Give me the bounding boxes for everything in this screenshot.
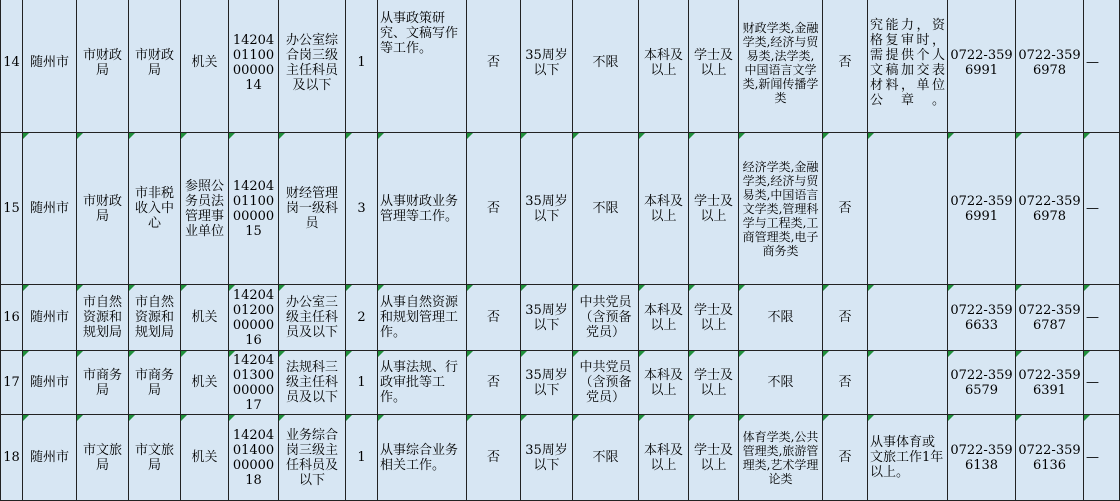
remark-cell: —: [1084, 0, 1120, 133]
table-row: [1, 0, 1120, 133]
duties-cell: 从事自然资源和规划管理工作。: [378, 285, 467, 351]
major-cell: 不限: [739, 351, 823, 415]
dept-cell: 市商务局: [77, 351, 129, 415]
duties-cell: 从事法规、行政审批等工作。: [378, 351, 467, 415]
politics-cell: 中共党员（含预备党员）: [573, 351, 639, 415]
other-req-cell: 从事体育或文旅工作1年以上。: [868, 415, 948, 501]
party-req-cell: 否: [467, 0, 521, 133]
row-number: 15: [1, 133, 23, 285]
remark-cell: —: [1084, 285, 1120, 351]
dept-cell: 市文旅局: [77, 415, 129, 501]
city-cell: 随州市: [23, 285, 77, 351]
other-req-cell: [868, 285, 948, 351]
tel-2-cell: 0722-3596136: [1016, 415, 1084, 501]
major-cell: 不限: [739, 285, 823, 351]
age-cell: 35周岁以下: [521, 285, 573, 351]
dept-cell: 市财政局: [77, 133, 129, 285]
major-cell: 体育学类,公共管理类,旅游管理类,艺术学理论类: [739, 415, 823, 501]
duties-cell: 从事综合业务相关工作。: [378, 415, 467, 501]
nature-cell: 机关: [181, 285, 229, 351]
tel-2-cell: 0722-3596978: [1016, 0, 1084, 133]
grassroots-cell: 否: [823, 351, 868, 415]
table-row: [1, 415, 1120, 501]
age-cell: 35周岁以下: [521, 415, 573, 501]
unit-cell: 市文旅局: [129, 415, 181, 501]
unit-cell: 市自然资源和规划局: [129, 285, 181, 351]
grassroots-cell: 否: [823, 415, 868, 501]
dept-cell: 市自然资源和规划局: [77, 285, 129, 351]
remark-cell: —: [1084, 133, 1120, 285]
tel-2-cell: 0722-3596787: [1016, 285, 1084, 351]
age-cell: 35周岁以下: [521, 0, 573, 133]
politics-cell: 不限: [573, 133, 639, 285]
politics-cell: 中共党员（含预备党员）: [573, 285, 639, 351]
education-cell: 本科及以上: [639, 351, 689, 415]
city-cell: 随州市: [23, 415, 77, 501]
position-name-cell: 业务综合岗三级主任科员及以下: [279, 415, 346, 501]
dept-cell: 市财政局: [77, 0, 129, 133]
major-cell: 财政学类,金融学类,经济与贸易类,法学类,中国语言文学类,新闻传播学类: [739, 0, 823, 133]
city-cell: 随州市: [23, 351, 77, 415]
party-req-cell: 否: [467, 351, 521, 415]
unit-cell: 市商务局: [129, 351, 181, 415]
age-cell: 35周岁以下: [521, 133, 573, 285]
degree-cell: 学士及以上: [689, 285, 739, 351]
duties-cell: 从事政策研究、文稿写作等工作。: [378, 0, 467, 133]
position-code-cell: 14204011000000015: [229, 133, 279, 285]
other-req-cell: [868, 133, 948, 285]
nature-cell: 机关: [181, 351, 229, 415]
age-cell: 35周岁以下: [521, 351, 573, 415]
education-cell: 本科及以上: [639, 415, 689, 501]
degree-cell: 学士及以上: [689, 133, 739, 285]
unit-cell: 市财政局: [129, 0, 181, 133]
tel-1-cell: 0722-3596138: [948, 415, 1016, 501]
grassroots-cell: 否: [823, 133, 868, 285]
position-name-cell: 财经管理岗一级科员: [279, 133, 346, 285]
tel-1-cell: 0722-3596633: [948, 285, 1016, 351]
position-code-cell: 14204013000000017: [229, 351, 279, 415]
table-row: [1, 285, 1120, 351]
major-cell: 经济学类,金融学类,经济与贸易类,中国语言文学类,管理科学与工程类,工商管理类,电子商务类: [739, 133, 823, 285]
count-cell: 3: [346, 133, 378, 285]
grassroots-cell: 否: [823, 285, 868, 351]
count-cell: 1: [346, 0, 378, 133]
table-row: [1, 133, 1120, 285]
position-code-cell: 14204012000000016: [229, 285, 279, 351]
nature-cell: 机关: [181, 0, 229, 133]
degree-cell: 学士及以上: [689, 415, 739, 501]
grassroots-cell: 否: [823, 0, 868, 133]
tel-2-cell: 0722-3596391: [1016, 351, 1084, 415]
other-req-cell: 究能力，资格复审时，需提供个人文稿加交表材料，单位公章。: [868, 0, 948, 133]
count-cell: 1: [346, 415, 378, 501]
position-code-cell: 14204011000000014: [229, 0, 279, 133]
education-cell: 本科及以上: [639, 0, 689, 133]
position-name-cell: 办公室三级主任科员及以下: [279, 285, 346, 351]
position-code-cell: 14204014000000018: [229, 415, 279, 501]
tel-2-cell: 0722-3596978: [1016, 133, 1084, 285]
degree-cell: 学士及以上: [689, 0, 739, 133]
position-name-cell: 法规科三级主任科员及以下: [279, 351, 346, 415]
count-cell: 1: [346, 351, 378, 415]
row-number: 16: [1, 285, 23, 351]
party-req-cell: 否: [467, 415, 521, 501]
city-cell: 随州市: [23, 0, 77, 133]
nature-cell: 机关: [181, 415, 229, 501]
education-cell: 本科及以上: [639, 285, 689, 351]
tel-1-cell: 0722-3596991: [948, 0, 1016, 133]
row-number: 14: [1, 0, 23, 133]
remark-cell: —: [1084, 415, 1120, 501]
education-cell: 本科及以上: [639, 133, 689, 285]
count-cell: 2: [346, 285, 378, 351]
city-cell: 随州市: [23, 133, 77, 285]
other-req-cell: [868, 351, 948, 415]
degree-cell: 学士及以上: [689, 351, 739, 415]
politics-cell: 不限: [573, 415, 639, 501]
tel-1-cell: 0722-3596991: [948, 133, 1016, 285]
remark-cell: —: [1084, 351, 1120, 415]
duties-cell: 从事财政业务管理等工作。: [378, 133, 467, 285]
unit-cell: 市非税收入中心: [129, 133, 181, 285]
row-number: 17: [1, 351, 23, 415]
party-req-cell: 否: [467, 133, 521, 285]
position-name-cell: 办公室综合岗三级主任科员及以下: [279, 0, 346, 133]
table-row: [1, 351, 1120, 415]
tel-1-cell: 0722-3596579: [948, 351, 1016, 415]
row-number: 18: [1, 415, 23, 501]
party-req-cell: 否: [467, 285, 521, 351]
politics-cell: 不限: [573, 0, 639, 133]
nature-cell: 参照公务员法管理事业单位: [181, 133, 229, 285]
